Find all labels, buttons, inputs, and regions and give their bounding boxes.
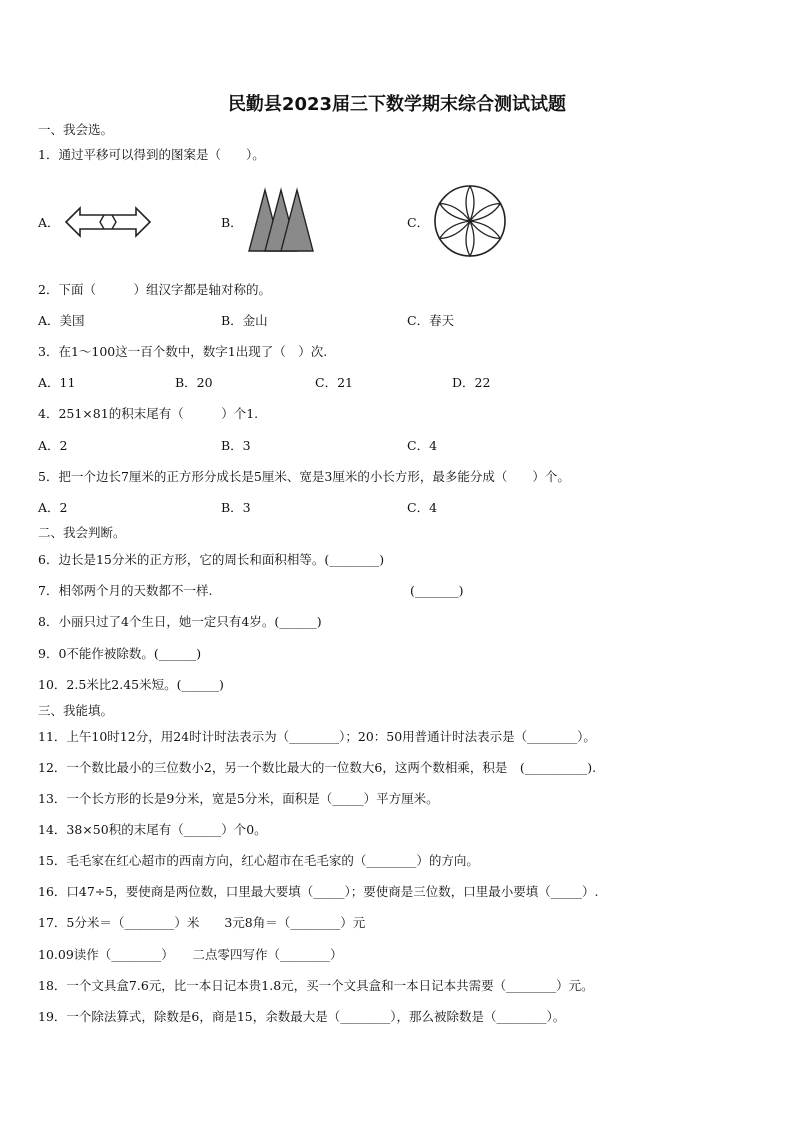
page-title: 民勤县2023届三下数学期末综合测试试题 (227, 94, 567, 115)
question-2-option-a: A．美国 (38, 313, 85, 328)
question-18: 18．一个文具盒7.6元，比一本日记本贵1.8元，买一个文具盒和一本日记本共需要（________）元。 (38, 978, 594, 993)
question-9: 9．0不能作被除数。(______) (38, 646, 202, 661)
question-14: 14．38×50积的末尾有（______）个0。 (38, 822, 267, 837)
question-6: 6．边长是15分米的正方形，它的周长和面积相等。(________) (38, 552, 385, 567)
question-4-option-a: A．2 (38, 438, 68, 453)
question-2-option-c: C．春天 (407, 313, 455, 328)
question-3-option-b: B．20 (175, 375, 213, 390)
question-17-continued: 10.09读作（________） 二点零四写作（________） (38, 947, 343, 962)
section-heading-fill: 三、我能填。 (38, 703, 114, 718)
question-1-option-c: C． (407, 215, 430, 230)
question-12: 12．一个数比最小的三位数小2，另一个数比最大的一位数大6，这两个数相乘，积是 (__________). (38, 760, 597, 775)
question-5-option-b: B．3 (221, 500, 251, 515)
question-1-option-b: B． (221, 215, 243, 230)
question-4-option-b: B．3 (221, 438, 251, 453)
question-19: 19．一个除法算式，除数是6，商是15，余数最大是（________），那么被除数是（________）。 (38, 1009, 566, 1024)
question-2-option-b: B．金山 (221, 313, 268, 328)
question-3-stem: 3．在1～100这一百个数中，数字1出现了（ ）次. (38, 344, 328, 359)
question-15: 15．毛毛家在红心超市的西南方向，红心超市在毛毛家的（________）的方向。 (38, 853, 479, 868)
section-heading-choose: 一、我会选。 (38, 122, 114, 137)
question-4-option-c: C．4 (407, 438, 438, 453)
triangles-icon (246, 187, 316, 253)
question-3-option-d: D．22 (452, 375, 491, 390)
question-3-option-c: C．21 (315, 375, 353, 390)
question-5-option-c: C．4 (407, 500, 438, 515)
question-16: 16．口47÷5，要使商是两位数，口里最大要填（_____）；要使商是三位数，口里最小要填（_____）. (38, 884, 599, 899)
question-3-option-a: A．11 (38, 375, 76, 390)
question-13: 13．一个长方形的长是9分米，宽是5分米，面积是（_____）平方厘米。 (38, 791, 439, 806)
section-heading-judge: 二、我会判断。 (38, 525, 126, 540)
question-1-option-a: A． (38, 215, 60, 230)
question-2-stem: 2．下面（ ）组汉字都是轴对称的。 (38, 282, 271, 297)
flower-circle-icon (432, 183, 508, 259)
question-8: 8．小丽只过了4个生日，她一定只有4岁。(______) (38, 614, 322, 629)
double-arrow-icon (64, 205, 152, 239)
question-4-stem: 4．251×81的积末尾有（ ）个1. (38, 406, 259, 421)
question-7-blank: (_______) (410, 583, 464, 598)
question-10: 10．2.5米比2.45米短。(______) (38, 677, 224, 692)
question-7-stem: 7．相邻两个月的天数都不一样. (38, 583, 213, 598)
question-11: 11．上午10时12分，用24时计时法表示为（________）；20：50用普通计时法表示是（________）。 (38, 729, 596, 744)
question-5-stem: 5．把一个边长7厘米的正方形分成长是5厘米、宽是3厘米的小长方形，最多能分成（ ）个。 (38, 469, 570, 484)
question-5-option-a: A．2 (38, 500, 68, 515)
question-17: 17．5分米＝（________）米 3元8角＝（________）元 (38, 915, 366, 930)
question-1-stem: 1．通过平移可以得到的图案是（ ）。 (38, 147, 265, 162)
